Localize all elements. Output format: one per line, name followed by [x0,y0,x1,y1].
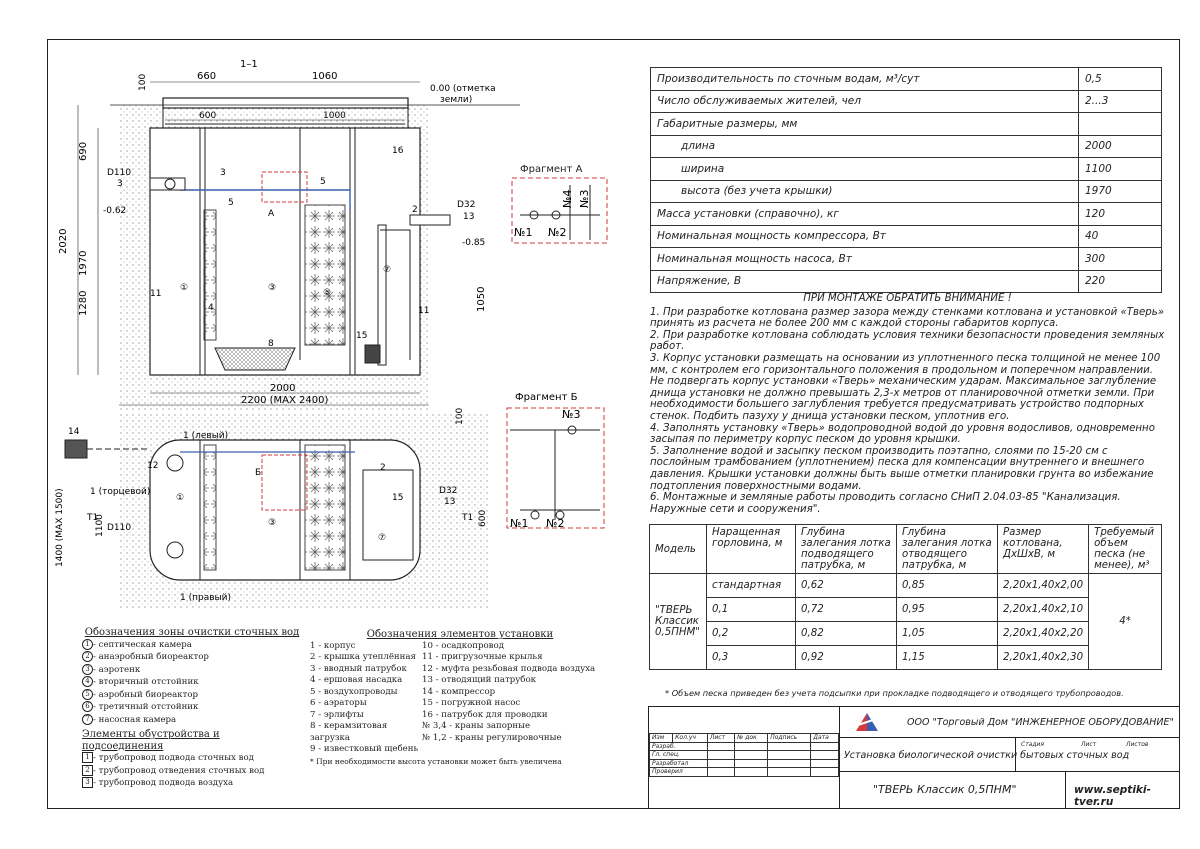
element-item: 6 - аэраторы [310,698,367,708]
note-item: 6. Монтажные и земляные работы проводить согласно СНиП 2.04.03-85 "Канализация. Наружные сети и сооружения". [650,492,1121,515]
spec-value [1079,113,1162,136]
legend-item [82,714,302,727]
model-cell: 1,15 [897,646,998,670]
svg-text:D32: D32 [439,486,458,496]
spec-table [650,67,1162,293]
svg-text:1400 (MAX 1500): 1400 (MAX 1500) [55,488,65,567]
website-link[interactable]: www.septiki-tver.ru [1074,784,1151,808]
legend-elements-title: Обозначения элементов установки [366,629,554,640]
compressor [65,440,87,458]
model-cell: 2,20х1,40х2,30 [998,646,1089,670]
element-item: 15 - погружной насос [422,698,521,708]
svg-text:№3: №3 [562,408,581,421]
svg-text:№2: №2 [548,226,567,239]
title-block [648,706,1179,808]
model-row [650,622,1162,646]
tank-lid [163,98,408,108]
model-cell: 2,20х1,40х2,00 [998,574,1089,598]
spec-row [651,225,1162,248]
spec-row [651,180,1162,203]
svg-text:1060: 1060 [312,71,338,82]
model-table [649,524,1162,670]
model-cell: 0,95 [897,598,998,622]
svg-text:2: 2 [412,205,418,215]
svg-text:1280: 1280 [78,290,89,316]
legend-item [82,777,302,790]
tb-col-header: Кол.уч [673,734,708,743]
tb-row-label: Разработал [650,759,708,768]
legend-text: - аэробный биореактор [93,689,199,700]
svg-text:земли): земли) [440,95,473,105]
product-name: "ТВЕРЬ Классик 0,5ПНМ" [873,783,1017,796]
svg-text:12: 12 [147,461,159,471]
svg-text:⑦: ⑦ [383,265,392,275]
spec-label: длина [651,135,1079,158]
svg-text:3: 3 [220,168,226,178]
note-item: 3. Корпус установки размещать на основании из уплотненного песка толщиной не менее 100 мм, с контролем его горизонтального положения в продольном и поперечном направлении. Не подвергать корпус установки «Тверь» механическим ударам. Максимальное заглубление днища установки не должно превышать 2,3-х метров от планировочной отметки земли. При необходимости большего заглубления требуется предусматривать устройство подпорных стенок. Подбить пазуху у днища установки песком, уплотнив его. [650,352,1161,422]
legend-elements [310,629,610,767]
svg-text:5: 5 [320,177,326,187]
technical-drawing [0,0,640,630]
svg-text:⑤: ⑤ [323,288,332,298]
legend-item [82,752,302,765]
svg-text:№2: №2 [546,517,565,530]
svg-text:№3: №3 [578,189,591,208]
svg-text:13: 13 [463,212,475,222]
sand-volume: 4* [1089,574,1162,670]
svg-text:11: 11 [418,306,430,316]
sheets-label: Листов [1126,741,1149,748]
element-item: 1 - корпус [310,640,356,651]
legend-item [82,664,302,677]
installation-notes [650,293,1165,515]
legend-number: 4 [82,676,93,687]
element-item: 13 - отводящий патрубок [422,675,537,685]
model-cell: 0,92 [796,646,897,670]
spec-value: 2...3 [1079,90,1162,113]
model-cell: 2,20х1,40х2,10 [998,598,1089,622]
svg-text:1 (левый): 1 (левый) [183,431,229,441]
spec-value: 0,5 [1079,68,1162,91]
element-item: 8 - керамзитовая загрузка [310,721,388,743]
svg-text:15: 15 [356,331,368,341]
tb-col-header: Изм [650,734,673,743]
svg-text:4: 4 [208,303,214,313]
pump [365,345,380,363]
legend-item [82,651,302,664]
svg-text:Т1: Т1 [87,513,99,523]
svg-text:11: 11 [150,289,162,299]
spec-label: высота (без учета крышки) [651,180,1079,203]
svg-text:14: 14 [68,427,80,437]
svg-text:1100: 1100 [95,514,105,537]
svg-text:D110: D110 [107,523,132,533]
legend-pipes-title: Элементы обустройства и подсоединения [82,729,220,752]
element-item: 4 - ершовая насадка [310,675,403,685]
element-item: 12 - муфта резьбовая подвода воздуха [422,663,596,674]
svg-text:1970: 1970 [78,250,89,276]
model-cell: 0,1 [707,598,796,622]
element-item: 2 - крышка утеплённая [310,652,416,662]
element-item: 7 - эрлифты [310,709,364,720]
svg-text:2: 2 [380,463,386,473]
svg-text:①: ① [176,493,185,503]
drawing-description: Установка биологической очистки бытовых сточных вод [844,750,1130,761]
spec-row [651,135,1162,158]
svg-text:1050: 1050 [476,286,487,312]
legend-number: 6 [82,701,93,712]
svg-text:15: 15 [392,493,404,503]
model-footnote: * Объем песка приведен без учета подсыпки при прокладке подводящего и отводящего трубопроводов. [665,688,1124,698]
model-cell: 0,72 [796,598,897,622]
svg-text:①: ① [180,283,189,293]
spec-row [651,270,1162,293]
legend-pipes [82,729,302,790]
model-cell: 0,62 [796,574,897,598]
legend-zones-title: Обозначения зоны очистки сточных вод [84,627,300,638]
spec-value: 300 [1079,248,1162,271]
model-row [650,598,1162,622]
legend-number: 2 [82,651,93,662]
model-row [650,646,1162,670]
element-item: 16 - патрубок для проводки [422,709,548,720]
legend-text: - вторичный отстойник [93,677,199,687]
svg-text:Т1: Т1 [462,513,474,523]
svg-text:5: 5 [228,198,234,208]
note-item: 2. При разработке котлована соблюдать условия техники безопасности проведения земляных работ. [650,329,1165,353]
svg-text:1–1: 1–1 [240,59,258,70]
spec-label: Номинальная мощность насоса, Вт [651,248,1079,271]
svg-text:1000: 1000 [323,111,346,121]
svg-text:3: 3 [117,179,123,189]
svg-text:600: 600 [478,509,488,527]
svg-text:8: 8 [268,339,274,349]
tb-row-label: Проверил [650,768,708,777]
svg-text:№4: №4 [561,189,574,208]
spec-label: Габаритные размеры, мм [651,113,1079,136]
tank-body-section [150,128,420,375]
header-pit: Размер котлована, ДхШхВ, м [998,525,1089,574]
svg-text:-0.85: -0.85 [462,238,486,248]
spec-label: Номинальная мощность компрессора, Вт [651,225,1079,248]
model-cell: 1,05 [897,622,998,646]
svg-text:16: 16 [392,146,404,156]
legend-number: 1 [82,639,93,650]
spec-label: Производительность по сточным водам, м³/сут [651,68,1079,91]
header-sand: Требуемый объем песка (не менее), м³ [1089,525,1162,574]
svg-text:2000: 2000 [270,383,296,394]
note-item: 5. Заполнение водой и засыпку песком производить поэтапно, слоями по 15-20 см с послойным трамбованием (уплотнением) песка для компенсации внутреннего и внешнего давления. Крышки установки должны быть выше отметки планировки грунта во избежание подтопления поверхностными водами. [650,445,1154,492]
legend-text: - анаэробный биореактор [93,652,209,662]
legend-elements-note: * При необходимости высота установки может быть увеличена [310,756,562,766]
legend-item [82,639,302,652]
header-model: Модель [650,525,707,574]
svg-text:-0.62: -0.62 [103,206,127,216]
spec-label: Напряжение, В [651,270,1079,293]
spec-value: 120 [1079,203,1162,226]
note-item: 1. При разработке котлована размер зазора между стенками котлована и установкой «Тверь» принять из расчета не более 200 мм с каждой стороны габаритов корпуса. [650,306,1165,330]
svg-text:D32: D32 [457,200,476,210]
svg-text:③: ③ [268,283,277,293]
model-cell: 0,3 [707,646,796,670]
legend-item [82,765,302,778]
spec-row [651,248,1162,271]
svg-text:2200 (MAX 2400): 2200 (MAX 2400) [241,395,329,406]
element-item: 11 - пригрузочные крылья [422,652,543,662]
legend-text: - аэротенк [93,664,141,675]
legend-number: 7 [82,714,93,725]
tb-col-header: Подпись [768,734,811,743]
spec-label: Масса установки (справочно), кг [651,203,1079,226]
notes-title: ПРИ МОНТАЖЕ ОБРАТИТЬ ВНИМАНИЕ ! [803,293,1012,304]
element-item: 10 - осадкопровод [422,640,504,651]
note-item: 4. Заполнять установку «Тверь» водопроводной водой до уровня водосливов, одновременно засыпая по периметру корпус песком до уровня крышки. [650,422,1155,446]
svg-text:660: 660 [197,71,217,82]
svg-text:D110: D110 [107,168,132,178]
svg-text:Фрагмент А: Фрагмент А [520,164,583,175]
legend-zones [82,627,302,726]
legend-text: - насосная камера [93,714,177,725]
tb-col-header: Дата [811,734,839,743]
spec-value: 220 [1079,270,1162,293]
svg-text:⑦: ⑦ [378,533,387,543]
legend-text: - третичный отстойник [93,702,199,712]
legend-text: - трубопровод подвода сточных вод [93,753,254,763]
svg-text:№1: №1 [510,517,529,530]
legend-item [82,689,302,702]
spec-value: 2000 [1079,135,1162,158]
legend-item [82,701,302,714]
spec-label: ширина [651,158,1079,181]
element-item: № 1,2 - краны регулировочные [422,732,562,743]
svg-text:№1: №1 [514,226,533,239]
svg-text:13: 13 [444,497,456,507]
header-inlet: Глубина залегания лотка подводящего патрубка, м [796,525,897,574]
company-name: ООО "Торговый Дом "ИНЖЕНЕРНОЕ ОБОРУДОВАНИЕ" [907,717,1174,728]
title-block-grid [649,733,839,777]
svg-text:1 (правый): 1 (правый) [180,593,231,603]
element-item: 5 - воздухопроводы [310,686,398,697]
element-item: 3 - вводный патрубок [310,663,407,674]
spec-value: 1970 [1079,180,1162,203]
spec-value: 1100 [1079,158,1162,181]
tb-row-label: Разраб. [650,742,708,751]
element-item: 14 - компрессор [422,686,496,697]
model-table-header [650,525,1162,574]
header-neck: Наращенная горловина, м [707,525,796,574]
model-cell: 0,82 [796,622,897,646]
element-item: 9 - известковый щебень [310,744,419,754]
svg-text:А: А [268,209,275,219]
tb-col-header: № док [735,734,768,743]
svg-text:③: ③ [268,518,277,528]
model-name: "ТВЕРЬ Классик 0,5ПНМ" [650,574,707,670]
model-cell: стандартная [707,574,796,598]
sheet-label: Лист [1081,741,1097,748]
tb-col-header: Лист [707,734,734,743]
spec-row [651,203,1162,226]
spec-value: 40 [1079,225,1162,248]
svg-text:1 (торцевой): 1 (торцевой) [90,487,151,497]
svg-text:690: 690 [78,141,89,161]
legend-number: 5 [82,689,93,700]
spec-label: Число обслуживаемых жителей, чел [651,90,1079,113]
model-cell: 2,20х1,40х2,20 [998,622,1089,646]
svg-text:100: 100 [138,73,148,91]
svg-text:Фрагмент Б: Фрагмент Б [515,392,578,403]
svg-text:Б: Б [255,468,262,478]
company-logo [854,711,880,733]
legend-text: - трубопровод отведения сточных вод [93,765,265,776]
legend-text: - трубопровод подвода воздуха [93,778,234,788]
stage-label: Стадия [1021,741,1045,748]
svg-text:600: 600 [199,111,217,121]
svg-text:0.00 (отметка: 0.00 (отметка [430,84,496,94]
spec-row [651,158,1162,181]
legend-number: 3 [82,664,93,675]
spec-row [651,90,1162,113]
model-cell: 0,2 [707,622,796,646]
model-row [650,574,1162,598]
spec-row [651,113,1162,136]
legend-number: 3 [82,777,93,788]
legend-number: 2 [82,765,93,776]
spec-row [651,68,1162,91]
legend-number: 1 [82,752,93,763]
legend-item [82,676,302,689]
svg-text:2020: 2020 [58,228,69,254]
ceramsite-load [215,348,295,370]
header-outlet: Глубина залегания лотка отводящего патрубка, м [897,525,998,574]
tb-row-label: Гл. спец. [650,751,708,760]
model-cell: 0,85 [897,574,998,598]
element-item: № 3,4 - краны запорные [422,721,531,731]
legend-text: - септическая камера [93,639,192,650]
